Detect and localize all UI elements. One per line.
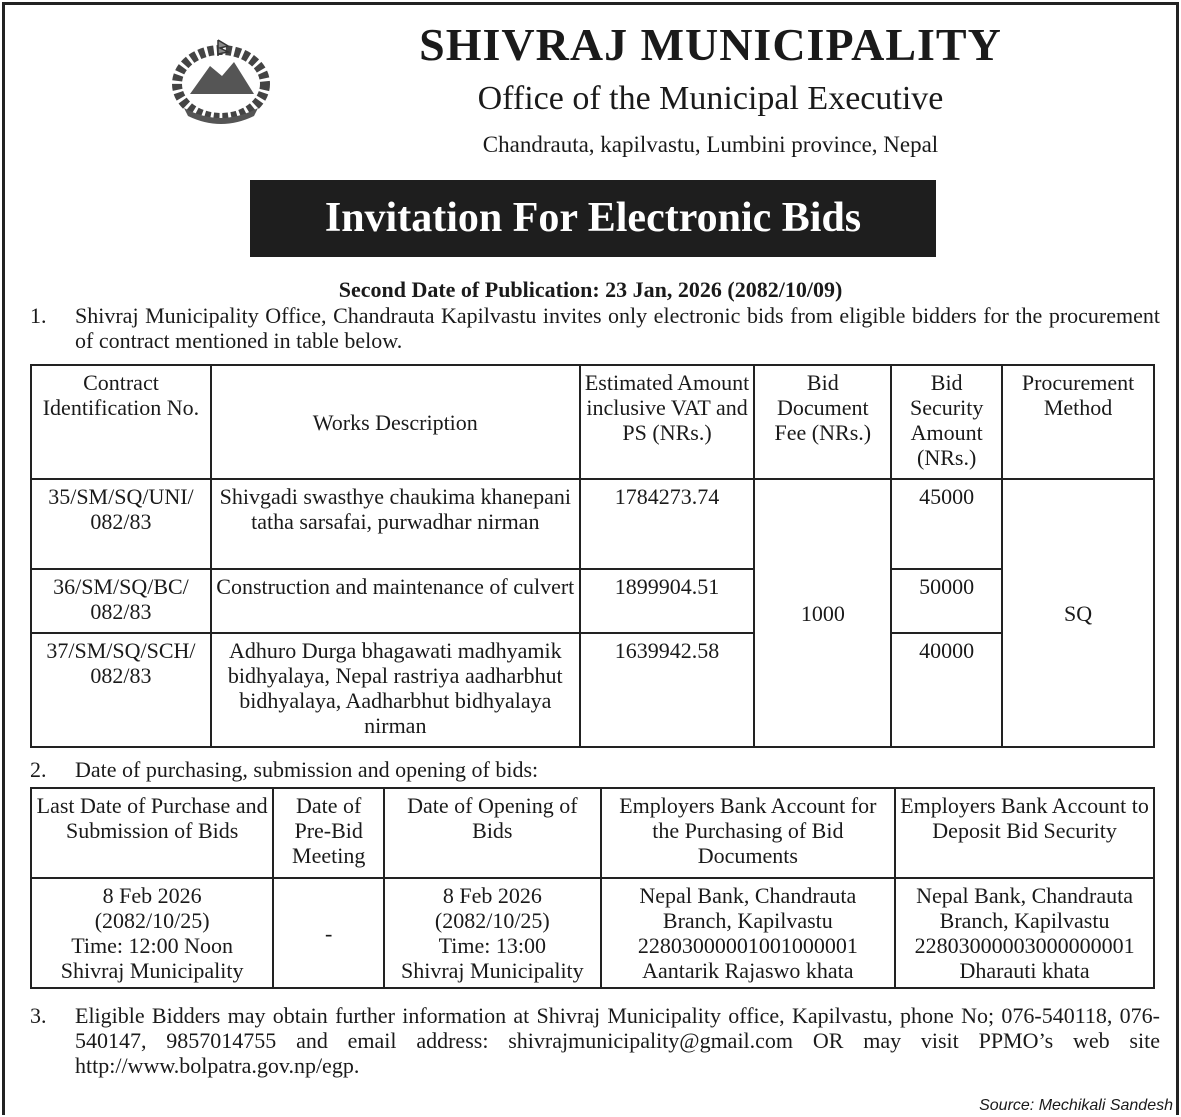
cell-line: Nepal Bank, Chandrauta	[639, 883, 857, 908]
column-header: Last Date of Purchase and Submission of Bids	[31, 788, 273, 878]
column-header: Employers Bank Account for the Purchasing of Bid Documents	[601, 788, 896, 878]
table-row	[31, 633, 1154, 747]
contract-id: 37/SM/SQ/SCH/ 082/83	[31, 633, 211, 747]
cell-line: Shivraj Municipality	[60, 958, 244, 983]
cell-line: 8 Feb 2026	[102, 883, 202, 908]
cell-line: (2082/10/25)	[94, 908, 210, 933]
opening-date-cell	[384, 878, 600, 988]
paragraph-number: 2.	[30, 757, 47, 782]
table-row	[31, 878, 1154, 988]
bid-document-fee: 1000	[754, 479, 891, 747]
contract-id: 36/SM/SQ/BC/ 082/83	[31, 569, 211, 633]
office-name: Office of the Municipal Executive	[477, 80, 944, 117]
estimated-amount: 1899904.51	[580, 569, 755, 633]
notice-title: Invitation For Electronic Bids	[250, 180, 936, 257]
source-credit: Source: Mechikali Sandesh	[979, 1097, 1173, 1114]
estimated-amount: 1784273.74	[580, 479, 755, 569]
bid-security: 40000	[891, 633, 1002, 747]
column-header: Date of Opening of Bids	[384, 788, 600, 878]
cell-line: (2082/10/25)	[434, 908, 550, 933]
cell-line: Time: 13:00	[438, 933, 547, 958]
cell-line: -	[325, 920, 333, 946]
cell-line: Dharauti khata	[959, 958, 1090, 983]
publication-date: Second Date of Publication: 23 Jan, 2026 (2082/10/09)	[338, 277, 843, 302]
paragraph-3	[30, 1003, 1160, 1078]
column-header: Works Description	[211, 365, 580, 479]
column-header: Contract Identification No.	[31, 365, 211, 479]
paragraph-text: Shivraj Municipality Office, Chandrauta Kapilvastu invites only electronic bids from eligible bidders for the procurement of contract mentioned in table below.	[75, 303, 1160, 353]
contract-id: 35/SM/SQ/UNI/ 082/83	[31, 479, 211, 569]
paragraph-number: 1.	[30, 303, 47, 328]
column-header: Date of Pre-Bid Meeting	[273, 788, 384, 878]
table-row	[31, 569, 1154, 633]
cell-line: Shivraj Municipality	[400, 958, 584, 983]
address: Chandrauta, kapilvastu, Lumbini province, Nepal	[482, 132, 939, 157]
procurement-method: SQ	[1002, 479, 1154, 747]
paragraph-text: Eligible Bidders may obtain further information at Shivraj Municipality office, Kapilvastu, phone No; 076-540118, 076-540147, 9857014755 and email address: shivrajmunicipality@gmail.com OR may visit PPMO’s web site http://www.bolpatra.gov.np/egp.	[75, 1003, 1160, 1078]
submission-date-cell	[31, 878, 273, 988]
works-description: Adhuro Durga bhagawati madhyamik bidhyalaya, Nepal rastriya aadharbhut bidhyalaya, Aadharbhut bidhyalaya nirman	[211, 633, 580, 747]
cell-line: 22803000003000000001	[914, 933, 1135, 958]
column-header: Employers Bank Account to Deposit Bid Security	[895, 788, 1154, 878]
cell-line: Branch, Kapilvastu	[939, 908, 1110, 933]
paragraph-text: Date of purchasing, submission and opening of bids:	[75, 757, 539, 782]
bid-security: 45000	[891, 479, 1002, 569]
cell-line: Branch, Kapilvastu	[662, 908, 833, 933]
bid-security: 50000	[891, 569, 1002, 633]
security-account-cell	[895, 878, 1154, 988]
municipality-name: SHIVRAJ MUNICIPALITY	[419, 19, 1002, 70]
works-description: Construction and maintenance of culvert	[211, 569, 580, 633]
column-header: Estimated Amount inclusive VAT and PS (NRs.)	[580, 365, 755, 479]
cell-line: 22803000001001000001	[637, 933, 858, 958]
estimated-amount: 1639942.58	[580, 633, 755, 747]
dates-table	[30, 787, 1155, 989]
cell-line: Aantarik Rajaswo khata	[642, 958, 854, 983]
column-header: Bid Document Fee (NRs.)	[754, 365, 891, 479]
works-description: Shivgadi swasthye chaukima khanepani tatha sarsafai, purwadhar nirman	[211, 479, 580, 569]
contracts-table	[30, 364, 1155, 748]
paragraph-number: 3.	[30, 1003, 47, 1028]
cell-line: Nepal Bank, Chandrauta	[916, 883, 1133, 908]
column-header: Bid Security Amount (NRs.)	[891, 365, 1002, 479]
paragraph-2	[30, 757, 1160, 782]
table-row	[31, 479, 1154, 569]
column-header: Procurement Method	[1002, 365, 1154, 479]
cell-line: Time: 12:00 Noon	[71, 933, 234, 958]
purchase-account-cell	[601, 878, 896, 988]
cell-line: 8 Feb 2026	[442, 883, 542, 908]
paragraph-1	[30, 303, 1160, 353]
pre-bid-meeting-cell	[273, 878, 384, 988]
